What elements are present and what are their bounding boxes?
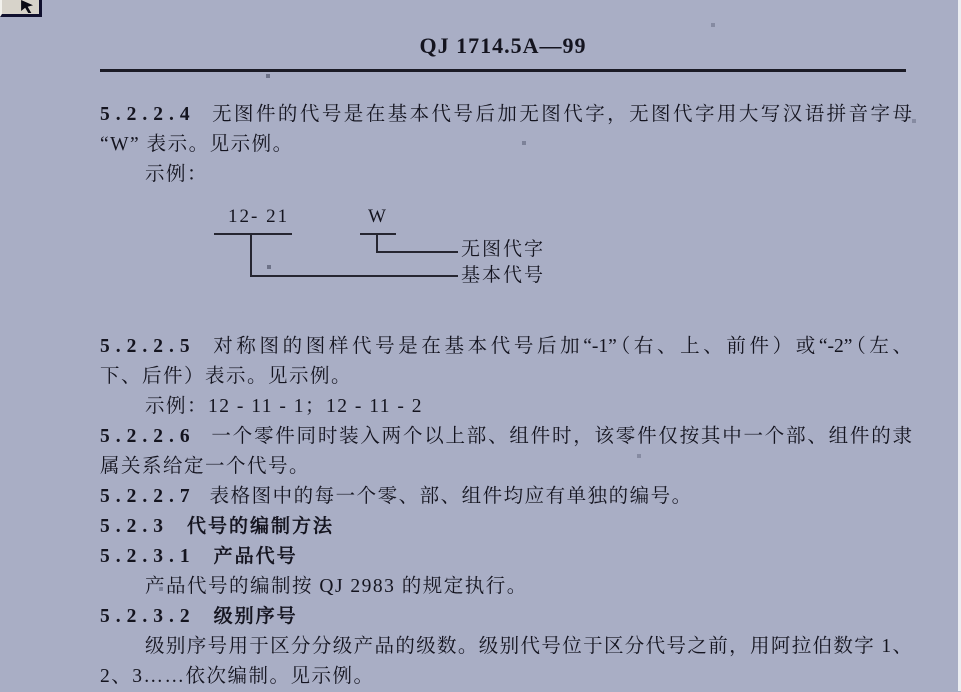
text-line (100, 422, 912, 452)
line-text: 产品代号 (213, 546, 298, 567)
section-heading (100, 602, 912, 632)
line-text: 下、后件）表示。见示例。 (100, 366, 353, 387)
line-text: 示例：12 - 11 - 1；12 - 11 - 2 (145, 396, 424, 417)
line-text: 代号的编制方法 (187, 516, 335, 537)
text-line (100, 332, 912, 362)
line-text: 级别序号 (213, 606, 298, 627)
line-text: 一个零件同时装入两个以上部、组件时，该零件仅按其中一个部、组件的隶 (209, 426, 912, 447)
label-no-drawing-code: 无图代字 (461, 239, 546, 260)
toolbar-button[interactable] (0, 0, 42, 17)
section-number: 5.2.2.6 (100, 426, 196, 447)
line-text: 对称图的图样代号是在基本代号后加“-1”（右、上、前件）或“-2”（左、 (209, 336, 912, 357)
text-line (100, 452, 912, 482)
section-heading (100, 512, 912, 542)
bracket-line (250, 233, 252, 277)
line-text: 2、3……依次编制。见示例。 (100, 666, 375, 687)
label-basic-code: 基本代号 (461, 265, 546, 286)
bracket-line (376, 233, 378, 253)
section-number: 5.2.2.5 (100, 336, 196, 357)
text-line (100, 632, 912, 662)
text-line (100, 130, 912, 160)
line-text: 属关系给定一个代号。 (100, 456, 311, 477)
section-number: 5.2.2.4 (100, 104, 196, 125)
bracket-line (214, 233, 292, 235)
header-rule (100, 69, 906, 72)
code-structure-diagram (100, 202, 912, 332)
line-text: 产品代号的编制按 QJ 2983 的规定执行。 (145, 576, 528, 597)
text-line (100, 160, 912, 190)
section-number: 5.2.3 (100, 516, 169, 537)
base-code-value: 12- 21 (228, 206, 290, 227)
section-number: 5.2.2.7 (100, 486, 196, 507)
line-text: 无图件的代号是在基本代号后加无图代字，无图代字用大写汉语拼音字母 (209, 104, 912, 125)
cursor-arrow-icon (19, 0, 33, 13)
suffix-code-value: W (368, 206, 386, 227)
line-text: “W” 表示。见示例。 (100, 134, 294, 155)
text-line (100, 572, 912, 602)
leader-line (250, 275, 458, 277)
leader-line (376, 251, 458, 253)
document-body (100, 100, 912, 692)
document-number: QJ 1714.5A—99 (419, 33, 587, 58)
text-line (100, 100, 912, 130)
line-text: 表格图中的每一个零、部、组件均应有单独的编号。 (209, 486, 693, 507)
section-number: 5.2.3.2 (100, 606, 196, 627)
section-number: 5.2.3.1 (100, 546, 196, 567)
text-line (100, 362, 912, 392)
bracket-line (360, 233, 396, 235)
line-text: 示例： (145, 164, 209, 185)
text-line (100, 482, 912, 512)
section-heading (100, 542, 912, 572)
line-text: 级别序号用于区分分级产品的级数。级别代号位于区分代号之前，用阿拉伯数字 1、 (145, 636, 912, 657)
scan-noise (0, 0, 2, 2)
text-line (100, 662, 912, 692)
text-line (100, 392, 912, 422)
